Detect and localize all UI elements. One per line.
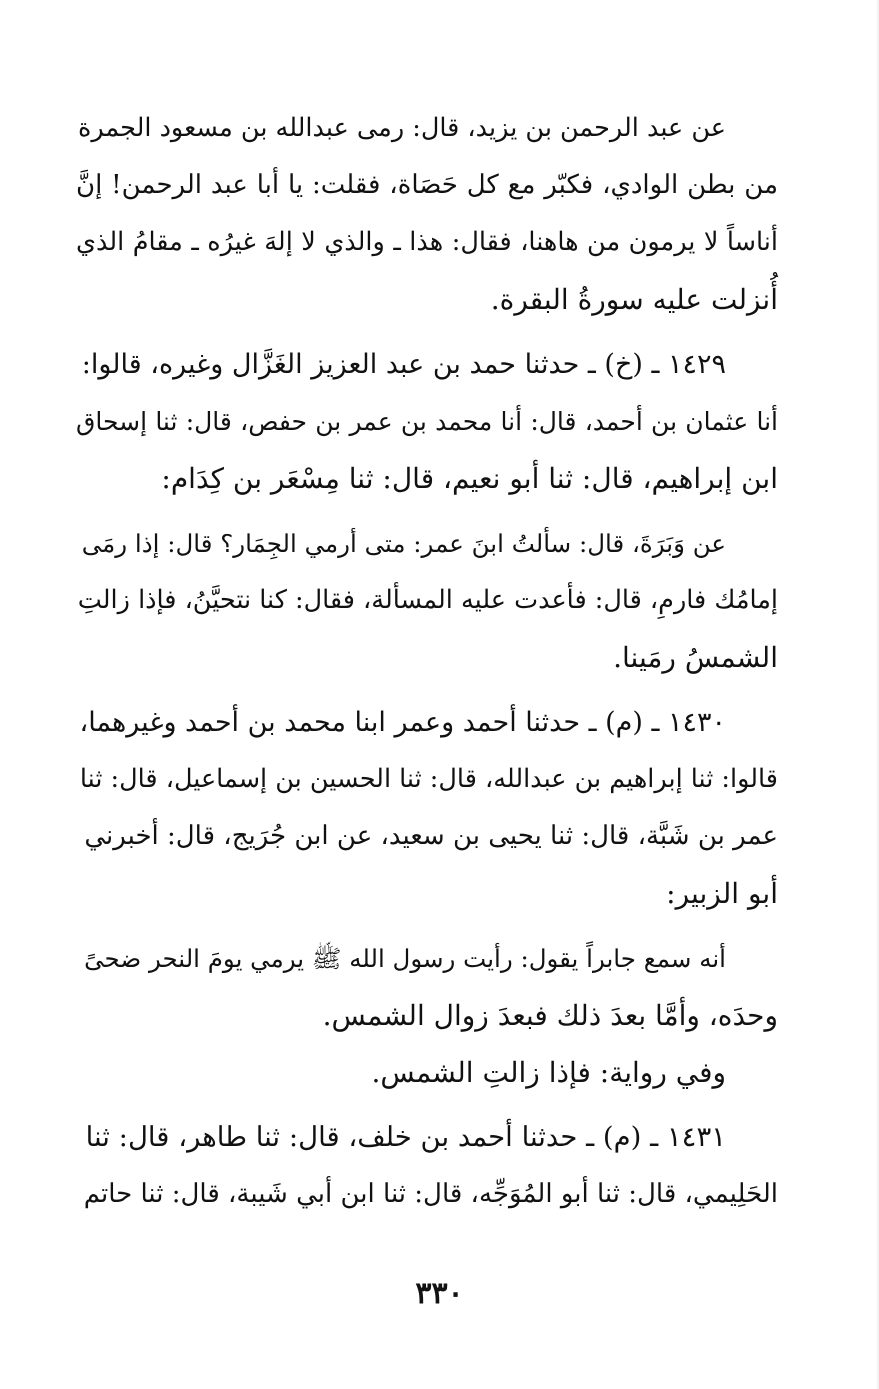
hadith-heading-line: ١٤٣١ ـ (م) ـ حدثنا أحمد بن خلف، قال: ثنا طاهر، قال: ثنا	[85, 1121, 726, 1153]
paragraph-3	[76, 515, 778, 686]
paragraph-hadith-1430	[76, 694, 778, 922]
text-line: إمامُك فارمِ، قال: فأعدت عليه المسألة، فقال: كنا نتحيَّنُ، فإذا زالتِ	[77, 585, 778, 615]
text-line: عن عبد الرحمن بن يزيد، قال: رمى عبدالله بن مسعود الجمرة	[77, 113, 726, 143]
hadith-heading-line: ١٤٣٠ ـ (م) ـ حدثنا أحمد وعمر ابنا محمد بن أحمد وغيرهما،	[79, 707, 726, 738]
paragraph-5	[76, 930, 778, 1044]
paragraph-6	[76, 1044, 778, 1101]
text-line: عن وَبَرَةَ، قال: سألتُ ابنَ عمر: متى أرمي الجِمَار؟ قال: إذا رمَى	[81, 529, 726, 558]
paragraph-1	[76, 100, 778, 328]
text-line: أبو الزبير:	[666, 877, 778, 910]
text-line: وفي رواية: فإذا زالتِ الشمس.	[371, 1056, 726, 1089]
main-text-block	[76, 100, 778, 1223]
paragraph-hadith-1431	[76, 1109, 778, 1223]
text-line: أنه سمع جابراً يقول: رأيت رسول الله ﷺ يرمي يومَ النحر ضحىً	[84, 944, 726, 973]
hadith-heading-line: ١٤٢٩ ـ (خ) ـ حدثنا حمد بن عبد العزيز الغَزَّال وغيره، قالوا:	[81, 349, 726, 380]
text-line: الحَلِيمي، قال: ثنا أبو المُوَجِّه، قال: ثنا ابن أبي شَيبة، قال: ثنا حاتم	[83, 1179, 778, 1209]
text-line: ابن إبراهيم، قال: ثنا أبو نعيم، قال: ثنا مِسْعَر بن كِدَام:	[161, 462, 778, 495]
paragraph-hadith-1429	[76, 336, 778, 507]
text-line: أُنزلت عليه سورةُ البقرة.	[490, 283, 778, 316]
text-line: الشمسُ رمَينا.	[613, 641, 778, 674]
text-line: أناساً لا يرمون من هاهنا، فقال: هذا ـ والذي لا إلهَ غيرُه ـ مقامُ الذي	[76, 227, 778, 257]
text-line: قالوا: ثنا إبراهيم بن عبدالله، قال: ثنا الحسين بن إسماعيل، قال: ثنا	[79, 764, 778, 794]
text-line: من بطن الوادي، فكبّر مع كل حَصَاة، فقلت: يا أبا عبد الرحمن! إنَّ	[76, 170, 778, 200]
text-line: أنا عثمان بن أحمد، قال: أنا محمد بن عمر بن حفص، قال: ثنا إسحاق	[76, 407, 778, 436]
text-line: عمر بن شَبَّة، قال: ثنا يحيى بن سعيد، عن ابن جُرَيج، قال: أخبرني	[84, 821, 778, 851]
text-line: وحدَه، وأمَّا بعدَ ذلك فبعدَ زوال الشمس.	[322, 999, 778, 1032]
page-number: ٣٣٠	[415, 1276, 464, 1311]
